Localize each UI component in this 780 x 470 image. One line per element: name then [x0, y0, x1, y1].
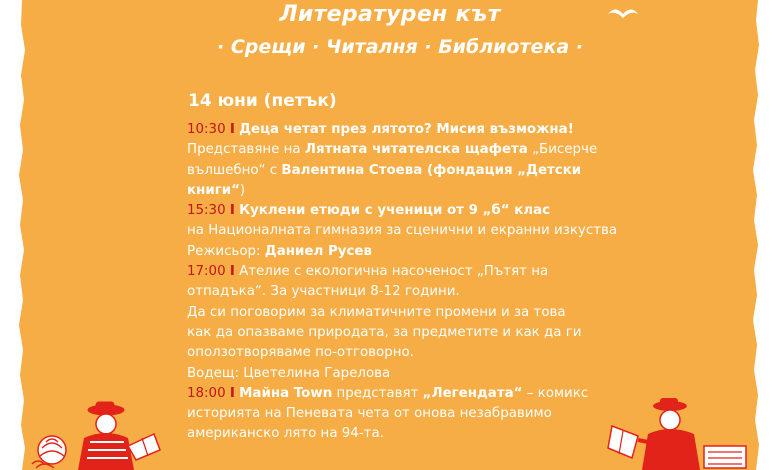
bird-icon [606, 4, 640, 22]
reader-figure-right [604, 396, 754, 470]
event-2-director: Даниел Русев [264, 243, 372, 259]
header-title: Литературен кът [279, 2, 501, 27]
event-1-title: Деца четат през лятото? Мисия възможна! [239, 122, 574, 137]
event-1-host: книги“ [187, 182, 240, 198]
event-1-text: вълшебно“ с [187, 162, 282, 178]
event-3-line-3: Да си поговорим за климатичните промени и за това [187, 304, 566, 320]
event-1-text: „Бисерче [527, 142, 598, 158]
header-subtitle: · Срещи · Читалня · Библиотека · [216, 36, 583, 58]
event-2-title: Куклени етюди с ученици от 9 „б“ клас [239, 203, 551, 219]
event-1-line-3 [187, 161, 687, 181]
event-1-line-2 [187, 140, 687, 160]
event-4-time: 18:00 [187, 385, 226, 401]
event-4-line-3: американско лято на 94-та. [187, 426, 384, 442]
event-4-line-2: историята на Пеневата чета от онова незабравимо [187, 406, 552, 422]
reader-figure-left [24, 398, 174, 470]
event-4-comic-title: „Легендата“ [422, 385, 523, 401]
event-3-line-1 [187, 262, 687, 282]
event-4-separator: I [229, 385, 235, 401]
event-2-line-1 [187, 201, 687, 221]
event-2-separator: I [229, 203, 235, 219]
event-4-group: Майна Town [239, 385, 333, 401]
event-3-line-2: отпадъка“. За участници 8-12 години. [187, 284, 460, 300]
event-2-line-3 [187, 242, 687, 262]
event-2-time: 15:30 [187, 203, 226, 219]
event-3-line-4: как да опазваме природата, за предметите и как да ги [187, 324, 582, 340]
event-3-line-5: оползотворяваме по-отговорно. [187, 345, 414, 361]
event-4-text: – комикс [522, 385, 589, 401]
event-3-separator: I [229, 264, 235, 280]
event-2-line-2: на Националната гимназия за сценични и екранни изкуства [187, 223, 618, 239]
event-1-time: 10:30 [187, 122, 226, 137]
event-3-title: Ателие с екологична насоченост „Пътят на [234, 264, 549, 280]
event-2-text: Режисьор: [187, 243, 265, 259]
event-3-line-6: Водещ: Цветелина Гарелова [187, 365, 391, 381]
event-1-text: Представяне на [187, 142, 305, 158]
event-1-relay-name: Лятната читателска щафета [304, 142, 528, 158]
event-4-text: представят [332, 385, 423, 401]
event-1-host: Валентина Стоева (фондация „Детски [281, 162, 582, 178]
event-1-line-1 [187, 120, 687, 140]
event-1-text: ) [239, 182, 246, 198]
event-1-separator: I [229, 122, 235, 137]
event-date: 14 юни (петък) [188, 91, 337, 111]
event-3-time: 17:00 [187, 264, 226, 280]
event-1-line-4 [187, 181, 687, 201]
